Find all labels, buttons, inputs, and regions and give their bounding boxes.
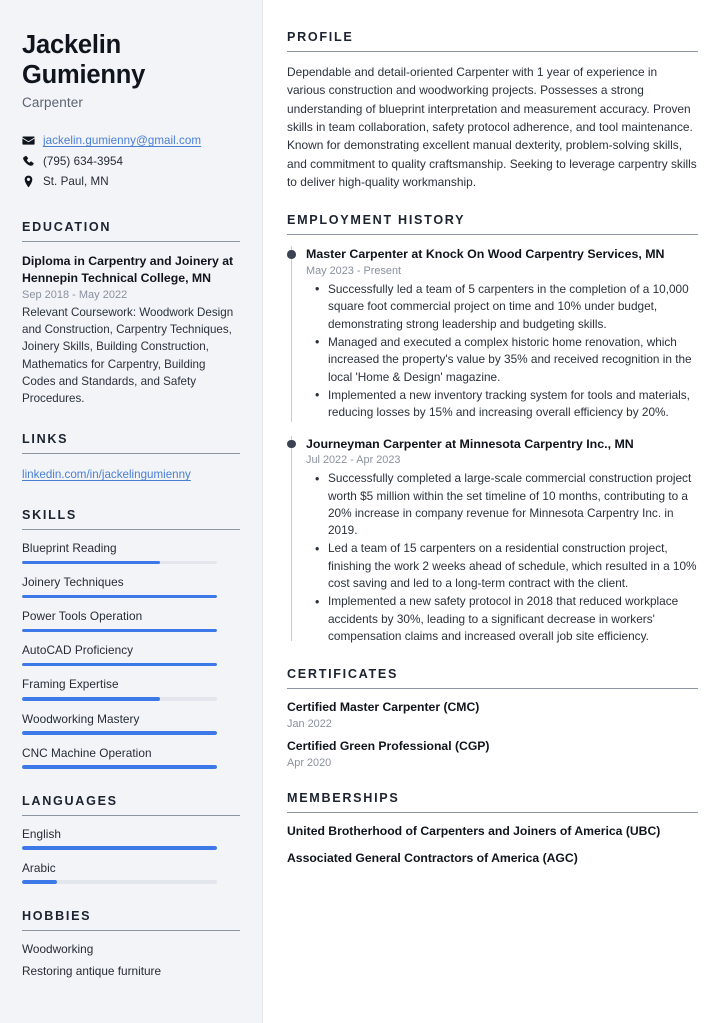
main-content [263,0,724,1023]
education-heading: EDUCATION [22,220,240,242]
resume-header [22,30,240,190]
skill-bar-fill [22,595,217,599]
section-education [22,220,240,407]
languages-list [22,827,240,884]
skill-bar-fill [22,880,57,884]
skill-label: AutoCAD Proficiency [22,643,134,658]
section-languages [22,794,240,884]
language-item [22,861,240,884]
section-certificates [287,667,698,769]
job-bullet: • Successfully completed a large-scale commercial construction project worth $5 million within the set timeline of 10 months, contributing to a 20% increase in company revenue for Minnesota Carpentry Inc. in 2019. [306,470,698,539]
skill-item [22,746,240,769]
certificate-date: Apr 2020 [287,757,332,770]
contact-item-location [22,173,240,190]
link-linkedin[interactable]: linkedin.com/in/jackelingumienny [22,468,191,482]
contact-item-phone[interactable] [22,153,240,170]
skill-label: Power Tools Operation [22,609,143,624]
contact-item-email[interactable] [22,132,240,149]
certificate-item [287,739,698,769]
hobbies-list [22,942,240,980]
certificate-name: Certified Green Professional (CGP) [287,739,490,754]
certificate-item [287,700,698,730]
hobby-item: Restoring antique furniture [22,964,162,979]
skill-bar-fill [22,663,217,667]
links-heading: LINKS [22,432,240,454]
education-entry [22,253,240,407]
job-role: Journeyman Carpenter at Minnesota Carpentry Inc., MN [306,436,634,451]
section-hobbies [22,909,240,980]
job-entry [287,246,698,421]
skill-label: Blueprint Reading [22,541,117,556]
skill-bar-track [22,846,217,850]
job-role: Master Carpenter at Knock On Wood Carpentry Services, MN [306,247,665,262]
education-description: Relevant Coursework: Woodwork Design and Construction, Carpentry Techniques, Joinery Skills, Building Construction, Mathematics for Carpentry, Building Codes and Standards, and Safety Procedures. [22,306,234,405]
skill-bar-track [22,880,217,884]
last-name: Gumienny [22,61,146,90]
skill-item [22,712,240,735]
section-employment-history [287,213,698,645]
hobby-item: Woodworking [22,941,94,956]
memberships-heading: MEMBERSHIPS [287,791,698,813]
section-profile [287,30,698,191]
phone-icon [22,155,38,168]
skill-label: Woodworking Mastery [22,711,140,726]
skill-bar-track [22,731,217,735]
job-date: Jul 2022 - Apr 2023 [306,454,401,467]
education-date: Sep 2018 - May 2022 [22,289,128,302]
contact-list [22,132,240,190]
skill-item [22,677,240,700]
sidebar [0,0,263,1023]
profile-text: Dependable and detail-oriented Carpenter with 1 year of experience in various construction and woodworking projects. Possesses a strong understanding of blueprint interpretation and measurement accuracy. Proven skills in team collaboration, safety protocol adherence, and tool maintenance. Known for demonstrating excellent manual dexterity, problem-solving skills, and commitment to quality craftsmanship. Seeking to leverage carpentry skills to deliver high-quality workmanship. [287,65,697,189]
membership-item: United Brotherhood of Carpenters and Joiners of America (UBC) [287,824,661,839]
skill-label: Framing Expertise [22,677,119,692]
languages-heading: LANGUAGES [22,794,240,816]
language-item [22,827,240,850]
skill-bar-track [22,561,217,565]
memberships-list [287,824,698,867]
phone-text: (795) 634-3954 [43,154,123,168]
skill-bar-fill [22,731,217,735]
timeline-dot-icon [287,250,296,259]
skills-list [22,541,240,769]
candidate-name [22,30,240,90]
skill-bar-track [22,663,217,667]
skill-bar-fill [22,697,160,701]
skill-bar-fill [22,629,217,633]
language-label: Arabic [22,860,56,875]
job-bullet: • Successfully led a team of 5 carpenters in the completion of a 10,000 square foot commercial project on time and 10% under budget, demonstrating strong leadership and budgeting skills. [306,281,698,333]
membership-item: Associated General Contractors of America (AGC) [287,851,578,866]
job-bullet: • Led a team of 15 carpenters on a residential construction project, finishing the work 2 weeks ahead of schedule, which resulted in a 10% cost saving and led to a long-term contract with the client. [306,540,698,592]
location-pin-icon [22,175,38,188]
section-skills [22,508,240,769]
skill-item [22,541,240,564]
job-date: May 2023 - Present [306,264,402,277]
job-bullet-list [306,470,698,645]
skill-bar-track [22,697,217,701]
skill-bar-track [22,595,217,599]
skill-label: CNC Machine Operation [22,745,152,760]
profile-heading: PROFILE [287,30,698,52]
certificate-name: Certified Master Carpenter (CMC) [287,700,480,715]
timeline-dot-icon [287,440,296,449]
certificates-heading: CERTIFICATES [287,667,698,689]
skill-bar-fill [22,561,160,565]
first-name: Jackelin [22,31,122,59]
skill-bar-fill [22,846,217,850]
email-text: jackelin.gumienny@gmail.com [43,134,202,148]
language-label: English [22,826,62,841]
location-text: St. Paul, MN [43,175,109,189]
section-memberships [287,791,698,867]
candidate-job-title: Carpenter [22,95,83,111]
job-bullet-list [306,281,698,422]
skill-item [22,643,240,666]
envelope-icon [22,134,38,147]
skill-bar-track [22,765,217,769]
skill-item [22,575,240,598]
skill-item [22,609,240,632]
certificate-date: Jan 2022 [287,718,332,731]
skills-heading: SKILLS [22,508,240,530]
certificates-list [287,700,698,769]
employment-timeline [287,246,698,645]
job-bullet: • Implemented a new safety protocol in 2018 that reduced workplace accidents by 30%, leading to a significant decrease in workers' compensation claims and increased overall job site efficiency. [306,593,698,645]
skill-bar-fill [22,765,217,769]
job-bullet: • Managed and executed a complex historic home renovation, which increased the property's value by 35% and received recognition in the local 'Home & Design' magazine. [306,334,698,386]
job-bullet: • Implemented a new inventory tracking system for tools and materials, reducing losses by 15% and increasing overall efficiency by 20%. [306,387,698,422]
job-entry [287,436,698,646]
skill-label: Joinery Techniques [22,575,124,590]
skill-bar-track [22,629,217,633]
hobbies-heading: HOBBIES [22,909,240,931]
education-title: Diploma in Carpentry and Joinery at Hennepin Technical College, MN [22,254,234,286]
employment-heading: EMPLOYMENT HISTORY [287,213,698,235]
section-links [22,432,240,483]
